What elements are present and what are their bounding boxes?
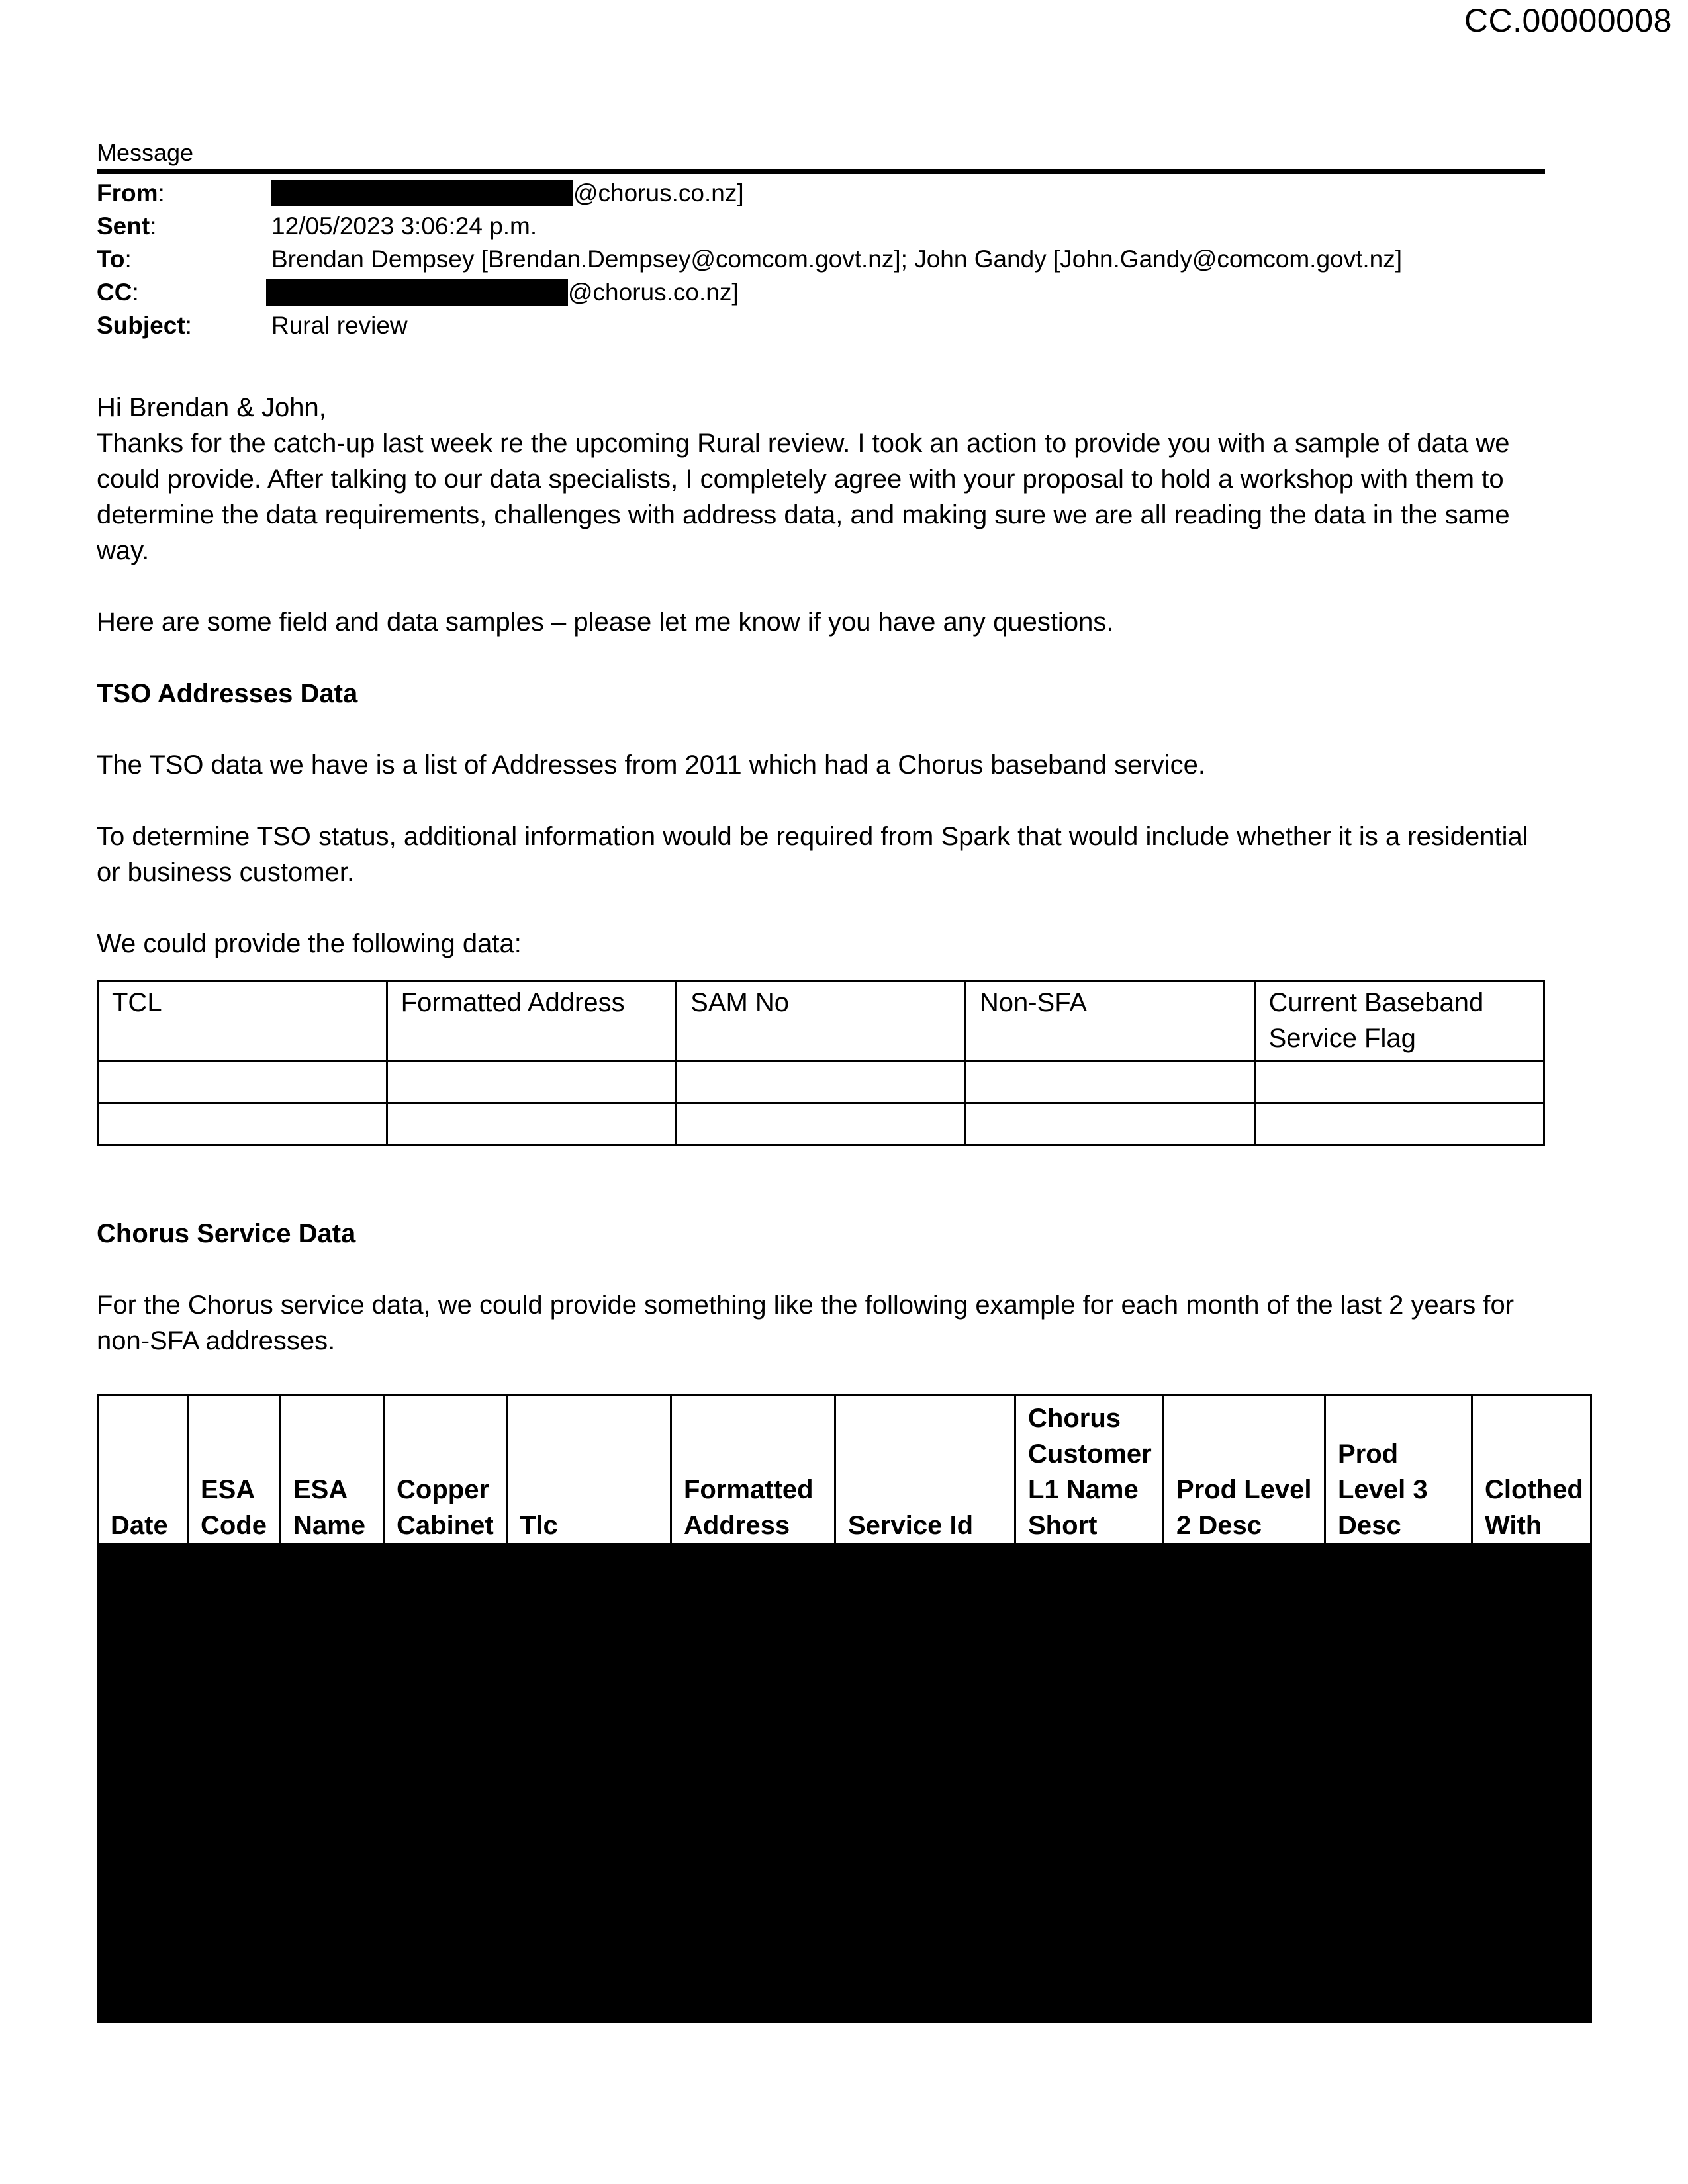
service-table — [97, 1394, 1592, 2023]
sent-label: Sent — [97, 212, 150, 240]
table-cell — [965, 1062, 1254, 1103]
header-subject: Subject: Rural review — [97, 309, 1545, 342]
header-sent: Sent: 12/05/2023 3:06:24 p.m. — [97, 210, 1545, 243]
cc-value: @chorus.co.nz] — [568, 279, 739, 306]
document-id: CC.00000008 — [1464, 2, 1672, 39]
tso-paragraph-3: We could provide the following data: — [97, 929, 522, 958]
header-to: To: Brendan Dempsey [Brendan.Dempsey@comcom.govt.nz]; John Gandy [John.Gandy@comcom.govt.nz] — [97, 243, 1545, 276]
table-cell — [677, 1103, 966, 1145]
redaction-box — [266, 279, 568, 306]
header-cc: CC: @chorus.co.nz] — [97, 276, 1545, 309]
to-value: Brendan Dempsey [Brendan.Dempsey@comcom.govt.nz]; John Gandy [John.Gandy@comcom.govt.nz] — [271, 246, 1403, 273]
tso-header-sam-no: SAM No — [677, 981, 966, 1062]
tso-paragraph-1: The TSO data we have is a list of Addresses from 2011 which had a Chorus baseband service. — [97, 751, 1205, 780]
redacted-table-body — [98, 1545, 1591, 2022]
subject-label: Subject — [97, 312, 185, 339]
samples-line: Here are some field and data samples – please let me know if you have any questions. — [97, 608, 1114, 637]
svc-header-customer-name: Chorus Customer L1 Name Short — [1015, 1396, 1164, 1545]
table-cell — [1254, 1103, 1544, 1145]
table-header-row — [98, 981, 1544, 1062]
tso-header-non-sfa: Non-SFA — [965, 981, 1254, 1062]
svc-header-prod-level-3: Prod Level 3 Desc — [1325, 1396, 1472, 1545]
table-cell — [677, 1062, 966, 1103]
svc-header-copper-cabinet: Copper Cabinet — [384, 1396, 507, 1545]
subject-value: Rural review — [271, 312, 408, 339]
table-cell — [98, 1103, 387, 1145]
svc-header-date: Date — [98, 1396, 188, 1545]
svc-header-formatted-address: Formatted Address — [671, 1396, 835, 1545]
table-cell — [1254, 1062, 1544, 1103]
email-document — [97, 136, 1583, 2023]
intro-paragraph: Thanks for the catch-up last week re the upcoming Rural review. I took an action to provide you with a sample of data we could provide. After talking to our data specialists, I completely agree with your proposal to hold a workshop with them to determine the data requirements, challenges with address data, and making sure we are all reading the data in the same way. — [97, 429, 1510, 565]
sent-value: 12/05/2023 3:06:24 p.m. — [271, 212, 538, 240]
table-row — [98, 1103, 1544, 1145]
tso-table — [97, 980, 1545, 1146]
chorus-heading: Chorus Service Data — [97, 1219, 356, 1248]
tso-header-formatted-address: Formatted Address — [387, 981, 676, 1062]
table-row — [98, 1062, 1544, 1103]
svc-header-clothed-with: Clothed With — [1472, 1396, 1591, 1545]
header-rule — [97, 169, 1545, 174]
svc-header-prod-level-2: Prod Level 2 Desc — [1164, 1396, 1325, 1545]
table-cell — [387, 1103, 676, 1145]
svc-header-service-id: Service Id — [835, 1396, 1015, 1545]
to-label: To — [97, 246, 125, 273]
message-label: Message — [97, 139, 194, 166]
svc-header-esa-name: ESA Name — [281, 1396, 384, 1545]
svc-header-esa-code: ESA Code — [188, 1396, 281, 1545]
tso-paragraph-2: To determine TSO status, additional information would be required from Spark that would include whether it is a residential or business customer. — [97, 822, 1528, 887]
chorus-paragraph: For the Chorus service data, we could provide something like the following example for each month of the last 2 years for non-SFA addresses. — [97, 1291, 1515, 1355]
redaction-box — [271, 180, 573, 206]
greeting: Hi Brendan & John, — [97, 393, 326, 422]
table-cell — [965, 1103, 1254, 1145]
from-label: From — [97, 179, 158, 206]
from-value: @chorus.co.nz] — [573, 179, 744, 206]
message-header — [97, 177, 1545, 342]
table-cell — [98, 1062, 387, 1103]
header-from: From: @chorus.co.nz] — [97, 177, 1545, 210]
cc-label: CC — [97, 279, 132, 306]
table-header-row — [98, 1396, 1591, 1545]
tso-heading: TSO Addresses Data — [97, 679, 358, 708]
table-row — [98, 1545, 1591, 2022]
tso-header-tcl: TCL — [98, 981, 387, 1062]
table-cell — [387, 1062, 676, 1103]
svc-header-tlc: Tlc — [507, 1396, 671, 1545]
tso-header-baseband-flag: Current Baseband Service Flag — [1254, 981, 1544, 1062]
